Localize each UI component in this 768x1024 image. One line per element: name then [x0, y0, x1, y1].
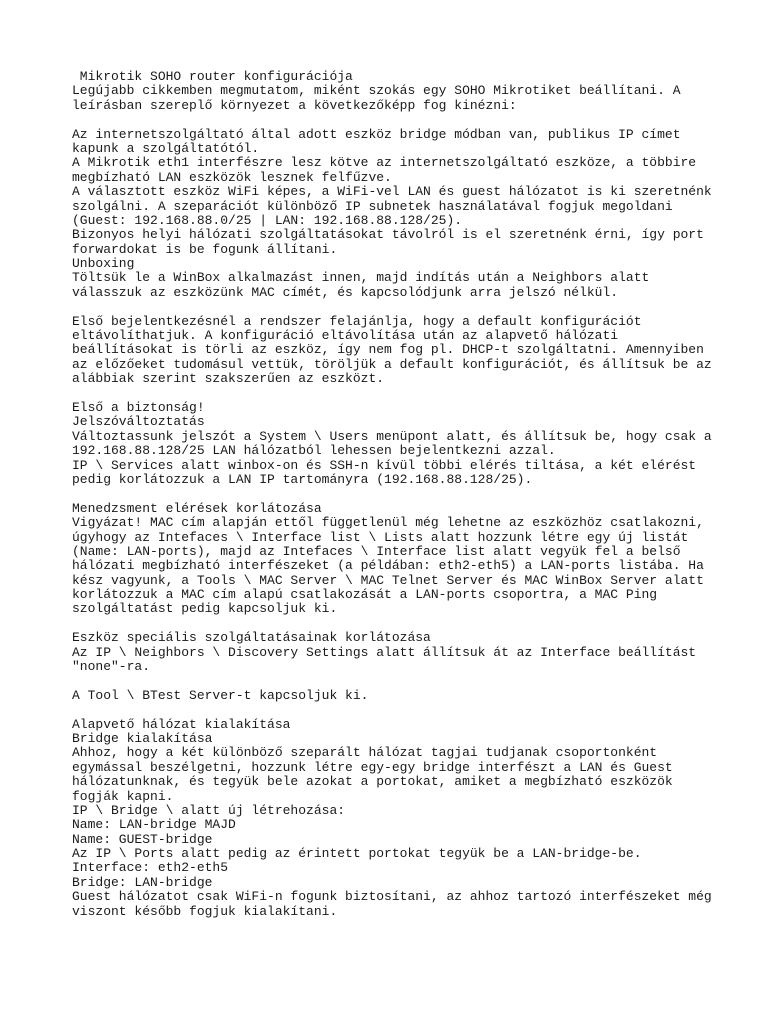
- text-line: szolgálni. A szeparációt különböző IP subnetek használatával fogjuk megoldani: [72, 198, 673, 214]
- text-line: Name: GUEST-bridge: [72, 831, 213, 847]
- text-line: IP \ Bridge \ alatt új létrehozása:: [72, 802, 346, 818]
- text-line: pedig korlátozzuk a LAN IP tartományra (192.168.88.128/25).: [72, 471, 533, 487]
- text-line: Vigyázat! MAC cím alapján ettől függetlenül még lehetne az eszközhöz csatlakozni,: [72, 515, 704, 531]
- text-line: szolgáltatást pedig kapcsoljuk ki.: [72, 601, 338, 617]
- text-line: hálózatunknak, és tegyük bele azokat a portokat, amiket a megbízható eszközök: [72, 774, 673, 790]
- blank-line: [72, 487, 712, 501]
- text-line: úgyhogy az Intefaces \ Interface list \ Lists alatt hozzunk létre egy új listát: [72, 529, 689, 545]
- blank-line: [72, 674, 712, 688]
- document-page: [72, 70, 712, 933]
- text-line: (Guest: 192.168.88.0/25 | LAN: 192.168.88.128/25).: [72, 212, 463, 228]
- text-line: Első bejelentkezésnél a rendszer felajánlja, hogy a default konfigurációt: [72, 313, 642, 329]
- subsection-heading: Jelszóváltoztatás: [72, 414, 205, 430]
- blank-line: [72, 113, 712, 127]
- section-heading: Első a biztonság!: [72, 399, 205, 415]
- text-line: eltávolíthatjuk. A konfiguráció eltávolítása után az alapvető hálózati: [72, 328, 619, 344]
- text-line: korlátozzuk a MAC cím alapú csatlakozását a LAN-ports csoportra, a MAC Ping: [72, 587, 658, 603]
- text-line: Változtassunk jelszót a System \ Users menüpont alatt, és állítsuk be, hogy csak a: [72, 428, 712, 444]
- text-line: egymással beszélgetni, hozzunk létre egy-egy bridge interfészt a LAN és Guest: [72, 759, 673, 775]
- text-line: fogják kapni.: [72, 788, 174, 804]
- text-line: A Mikrotik eth1 interfészre lesz kötve az internetszolgáltató eszköze, a többire: [72, 155, 697, 171]
- text-line: (Name: LAN-ports), majd az Intefaces \ Interface list alatt vegyük fel a belső: [72, 543, 681, 559]
- subsection-heading: Eszköz speciális szolgáltatásainak korlátozása: [72, 630, 431, 646]
- blank-line: [72, 387, 712, 401]
- text-line: Legújabb cikkemben megmutatom, miként szokás egy SOHO Mikrotiket beállítani. A: [72, 83, 681, 99]
- text-line: Az IP \ Neighbors \ Discovery Settings alatt állítsuk át az Interface beállítást: [72, 644, 697, 660]
- blank-line: [72, 300, 712, 314]
- text-line: válasszuk az eszközünk MAC címét, és kapcsolódjunk arra jelszó nélkül.: [72, 284, 619, 300]
- text-line: hálózati megbízható interfészeket (a példában: eth2-eth5) a LAN-ports listába. Ha: [72, 558, 704, 574]
- text-line: IP \ Services alatt winbox-on és SSH-n kívül többi elérés tiltása, a két elérést: [72, 457, 697, 473]
- text-line: leírásban szereplő környezet a következőképp fog kinézni:: [72, 97, 517, 113]
- text-line: A Tool \ BTest Server-t kapcsoljuk ki.: [72, 687, 369, 703]
- section-heading: Unboxing: [72, 256, 135, 272]
- text-line: viszont később fogjuk kialakítani.: [72, 903, 338, 919]
- text-line: Az IP \ Ports alatt pedig az érintett portokat tegyük be a LAN-bridge-be.: [72, 846, 642, 862]
- text-line: Interface: eth2-eth5: [72, 860, 229, 876]
- text-line: kapunk a szolgáltatótól.: [72, 140, 260, 156]
- text-line: Bizonyos helyi hálózati szolgáltatásokat távolról is el szeretnénk érni, így port: [72, 227, 704, 243]
- text-line: alábbiak szerint szakszerűen az eszközt.: [72, 371, 385, 387]
- text-line: [72, 919, 712, 933]
- text-line: Bridge: LAN-bridge: [72, 874, 213, 890]
- text-line: az előzőeket tudomásul vettük, töröljük a default konfigurációt, és állítsuk be az: [72, 356, 712, 372]
- text-line: Töltsük le a WinBox alkalmazást innen, majd indítás után a Neighbors alatt: [72, 270, 650, 286]
- subsection-heading: Menedzsment elérések korlátozása: [72, 500, 322, 516]
- section-heading: Alapvető hálózat kialakítása: [72, 716, 291, 732]
- text-line: beállításokat is törli az eszköz, így nem fog pl. DHCP-t szolgáltatni. Amennyiben: [72, 342, 704, 358]
- blank-line: [72, 703, 712, 717]
- text-line: Guest hálózatot csak WiFi-n fogunk biztosítani, az ahhoz tartozó interfészeket még: [72, 889, 712, 905]
- document-title: Mikrotik SOHO router konfigurációja: [72, 69, 353, 84]
- text-line: 192.168.88.128/25 LAN hálózatból lehessen bejelentkezni azzal.: [72, 443, 556, 459]
- subsection-heading: Bridge kialakítása: [72, 730, 213, 746]
- text-line: Name: LAN-bridge MAJD: [72, 817, 236, 833]
- text-line: "none"-ra.: [72, 659, 151, 675]
- text-line: Ahhoz, hogy a két különböző szeparált hálózat tagjai tudjanak csoportonként: [72, 745, 658, 761]
- text-line: kész vagyunk, a Tools \ MAC Server \ MAC Telnet Server és MAC WinBox Server alatt: [72, 572, 704, 588]
- text-line: forwardokat is be fogunk állítani.: [72, 241, 338, 257]
- text-line: megbízható LAN eszközök lesznek felfűzve.: [72, 169, 392, 185]
- text-line: A választott eszköz WiFi képes, a WiFi-vel LAN és guest hálózatot is ki szeretnénk: [72, 184, 712, 200]
- blank-line: [72, 617, 712, 631]
- text-line: Az internetszolgáltató által adott eszköz bridge módban van, publikus IP címet: [72, 126, 681, 142]
